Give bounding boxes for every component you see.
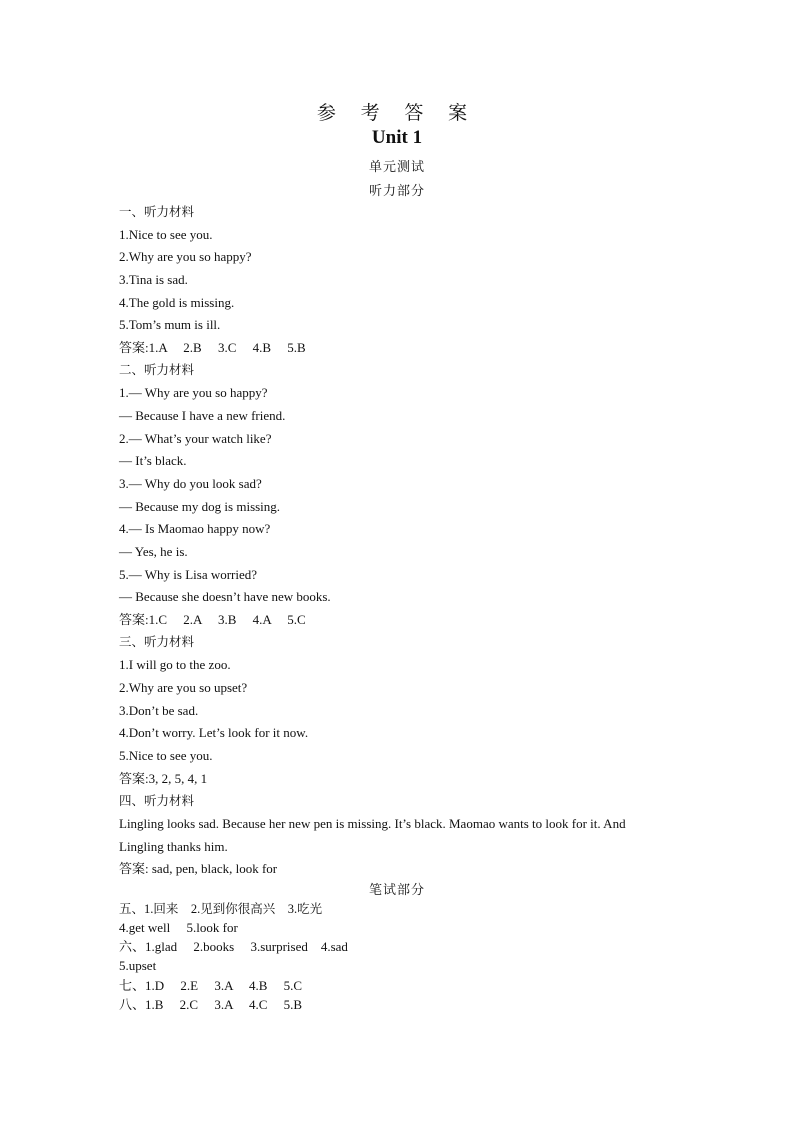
text-line: 5.Tom’s mum is ill. [119,317,221,332]
answer-line: 5.upset [119,958,157,973]
text-line: 2.— What’s your watch like? [119,431,272,446]
section-4-heading: 四、听力材料 [119,794,195,808]
text-line: — Yes, he is. [119,544,188,559]
text-line: 4.Don’t worry. Let’s look for it now. [119,725,309,740]
text-line: 3.— Why do you look sad? [119,476,262,491]
section-written-heading: 笔试部分 [368,882,425,897]
section-listening-heading: 听力部分 [368,183,425,198]
text-line: — Because I have a new friend. [119,408,286,423]
text-line: — It’s black. [119,453,187,468]
answer-line: 答案: sad, pen, black, look for [119,861,278,876]
answer-line: 答案:1.A 2.B 3.C 4.B 5.B [119,340,306,355]
text-line: 2.Why are you so upset? [119,680,248,695]
answer-line: 五、1.回来 2.见到你很高兴 3.吃光 [119,902,323,916]
text-line: 3.Don’t be sad. [119,703,199,718]
text-line: 5.Nice to see you. [119,748,213,763]
text-line: Lingling thanks him. [119,839,228,854]
text-line: 5.— Why is Lisa worried? [119,567,258,582]
section-1-heading: 一、听力材料 [119,205,195,219]
text-line: — Because my dog is missing. [119,499,281,514]
text-line: 1.I will go to the zoo. [119,657,231,672]
answer-line: 答案:3, 2, 5, 4, 1 [119,771,208,786]
page-title: 参 考 答 案 [316,103,478,124]
section-3-heading: 三、听力材料 [119,635,195,649]
text-line: 1.Nice to see you. [119,227,213,242]
answer-line: 4.get well 5.look for [119,920,238,935]
text-line: Lingling looks sad. Because her new pen is missing. It’s black. Maomao wants to look for it. And [119,816,626,831]
text-line: 3.Tina is sad. [119,272,188,287]
answer-line: 六、1.glad 2.books 3.surprised 4.sad [119,939,348,954]
unit-heading: Unit 1 [371,127,423,148]
text-line: 4.— Is Maomao happy now? [119,521,271,536]
text-line: — Because she doesn’t have new books. [119,589,331,604]
text-line: 4.The gold is missing. [119,295,235,310]
answer-line: 七、1.D 2.E 3.A 4.B 5.C [119,978,303,993]
text-line: 2.Why are you so happy? [119,249,252,264]
subtitle-unit-test: 单元测试 [368,159,425,174]
answer-line: 答案:1.C 2.A 3.B 4.A 5.C [119,612,306,627]
section-2-heading: 二、听力材料 [119,363,195,377]
text-line: 1.— Why are you so happy? [119,385,268,400]
answer-line: 八、1.B 2.C 3.A 4.C 5.B [119,997,303,1012]
